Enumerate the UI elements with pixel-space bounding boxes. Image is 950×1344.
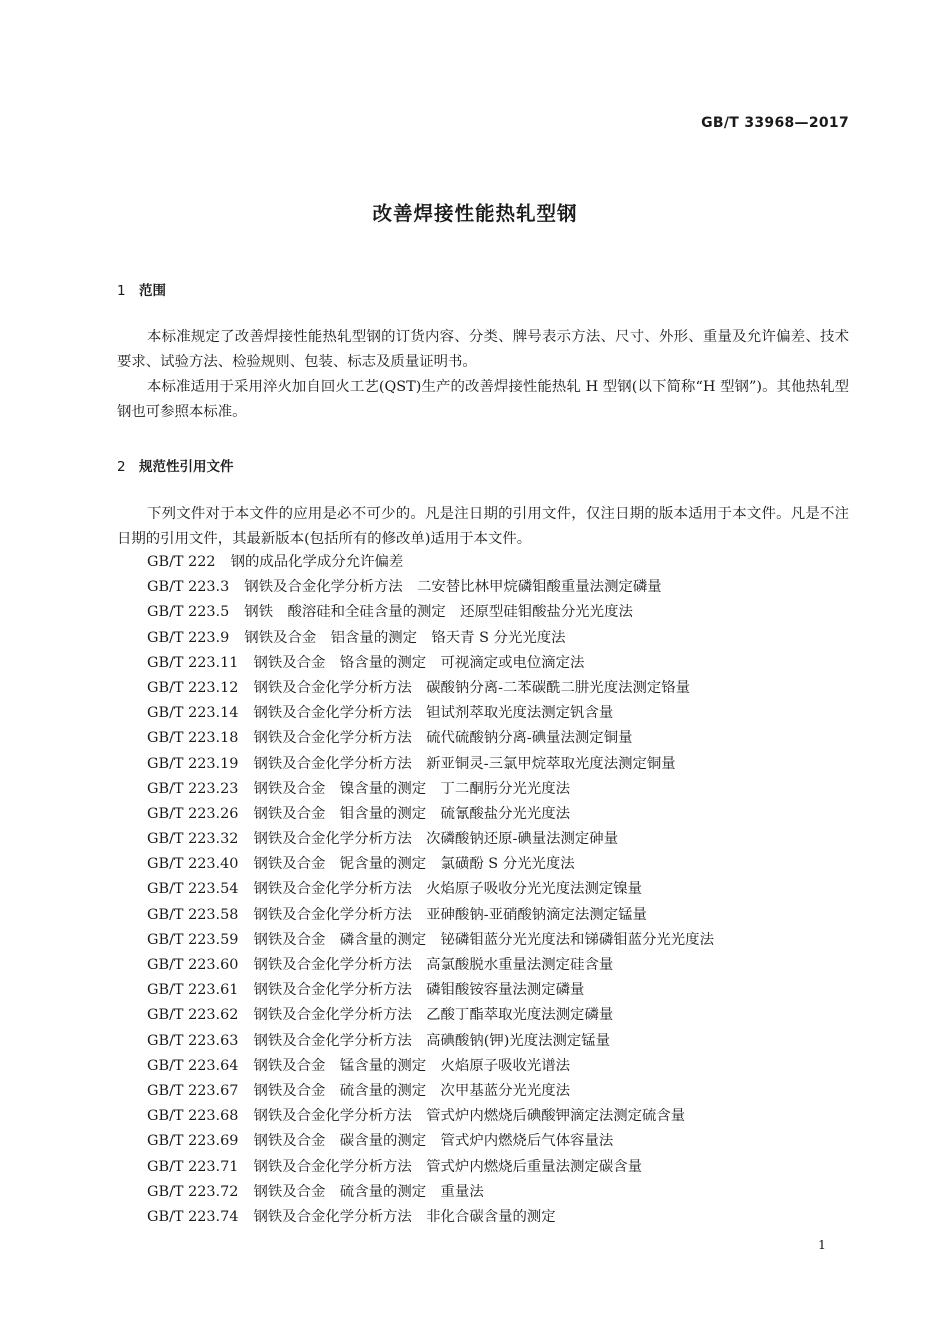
reference-title: 钢铁及合金 铌含量的测定 氯磺酚 S 分光光度法	[253, 856, 575, 873]
section-1-paragraph-1: 本标准规定了改善焊接性能热轧型钢的订货内容、分类、牌号表示方法、尺寸、外形、重量及允许偏差、技术要求、试验方法、检验规则、包装、标志及质量证明书。	[117, 329, 849, 370]
reference-item	[147, 1104, 714, 1129]
reference-item	[147, 752, 714, 777]
reference-code: GB/T 223.64	[147, 1057, 239, 1074]
reference-title: 钢铁及合金 硫含量的测定 次甲基蓝分光光度法	[253, 1082, 571, 1099]
reference-code: GB/T 223.23	[147, 780, 239, 797]
reference-code: GB/T 223.9	[147, 629, 230, 646]
reference-code: GB/T 223.40	[147, 856, 239, 873]
reference-item	[147, 701, 714, 726]
reference-code: GB/T 222	[147, 554, 216, 570]
reference-title: 钢铁及合金化学分析方法 次磷酸钠还原-碘量法测定砷量	[253, 831, 619, 848]
reference-title: 钢铁及合金化学分析方法 高碘酸钠(钾)光度法测定锰量	[253, 1032, 611, 1049]
reference-code: GB/T 223.60	[147, 957, 239, 973]
reference-title: 钢铁及合金 铝含量的测定 铬天青 S 分光光度法	[244, 629, 566, 646]
reference-code: GB/T 223.12	[147, 679, 239, 696]
reference-item	[147, 953, 714, 978]
reference-code: GB/T 223.19	[147, 755, 239, 772]
reference-item	[147, 978, 714, 1003]
reference-title: 钢铁及合金 碳含量的测定 管式炉内燃烧后气体容量法	[253, 1133, 614, 1150]
reference-title: 钢铁及合金化学分析方法 非化合碳含量的测定	[253, 1208, 556, 1225]
reference-item	[147, 575, 714, 600]
reference-item	[147, 1054, 714, 1079]
reference-item	[147, 550, 714, 575]
reference-item	[147, 903, 714, 928]
reference-title: 钢铁及合金化学分析方法 碳酸钠分离-二苯碳酰二肼光度法测定铬量	[253, 679, 691, 696]
section-2-heading	[117, 455, 234, 475]
reference-item	[147, 626, 714, 651]
reference-item	[147, 827, 714, 852]
section-2-intro: 下列文件对于本文件的应用是必不可少的。凡是注日期的引用文件，仅注日期的版本适用于本文件。凡是不注日期的引用文件，其最新版本(包括所有的修改单)适用于本文件。	[117, 506, 849, 547]
section-1-paragraph-2: 本标准适用于采用淬火加自回火工艺(QST)生产的改善焊接性能热轧 H 型钢(以下简称“H 型钢”)。其他热轧型钢也可参照本标准。	[117, 379, 849, 420]
reference-title: 钢铁及合金化学分析方法 乙酸丁酯萃取光度法测定磷量	[253, 1007, 614, 1024]
reference-title: 钢铁及合金 镍含量的测定 丁二酮肟分光光度法	[253, 780, 571, 797]
reference-code: GB/T 223.63	[147, 1032, 239, 1049]
document-title: 改善焊接性能热轧型钢	[372, 202, 578, 225]
reference-code: GB/T 223.61	[147, 982, 239, 999]
reference-item	[147, 600, 714, 625]
reference-title: 钢铁及合金化学分析方法 新亚铜灵-三氯甲烷萃取光度法测定铜量	[253, 755, 676, 772]
reference-code: GB/T 223.14	[147, 705, 239, 722]
reference-item	[147, 777, 714, 802]
reference-code: GB/T 223.68	[147, 1108, 239, 1125]
reference-item	[147, 1129, 714, 1154]
reference-title: 钢铁及合金 铬含量的测定 可视滴定或电位滴定法	[253, 654, 585, 671]
reference-item	[147, 877, 714, 902]
reference-item	[147, 1205, 714, 1230]
reference-title: 钢铁及合金化学分析方法 磷钼酸铵容量法测定磷量	[253, 982, 585, 999]
reference-code: GB/T 223.11	[147, 654, 239, 671]
section-1-number: 1	[117, 283, 126, 299]
reference-title: 钢铁及合金化学分析方法 二安替比林甲烷磷钼酸重量法测定磷量	[244, 579, 662, 596]
reference-code: GB/T 223.67	[147, 1082, 239, 1099]
reference-item	[147, 1180, 714, 1205]
reference-title: 钢铁及合金化学分析方法 管式炉内燃烧后重量法测定碳含量	[253, 1158, 643, 1175]
reference-code: GB/T 223.62	[147, 1007, 239, 1024]
section-1-title: 范围	[139, 283, 166, 299]
reference-title: 钢铁 酸溶硅和全硅含量的测定 还原型硅钼酸盐分光光度法	[244, 604, 633, 621]
reference-title: 钢铁及合金化学分析方法 钽试剂萃取光度法测定钒含量	[253, 705, 614, 722]
reference-code: GB/T 223.32	[147, 831, 239, 848]
reference-item	[147, 1029, 714, 1054]
reference-code: GB/T 223.26	[147, 805, 239, 822]
reference-item	[147, 1155, 714, 1180]
section-1-heading	[117, 279, 166, 299]
reference-code: GB/T 223.74	[147, 1208, 239, 1225]
reference-code: GB/T 223.18	[147, 730, 239, 747]
reference-code: GB/T 223.3	[147, 579, 230, 596]
standard-code: GB/T 33968—2017	[701, 115, 849, 131]
reference-title: 钢铁及合金 锰含量的测定 火焰原子吸收光谱法	[253, 1057, 571, 1074]
reference-item	[147, 802, 714, 827]
reference-code: GB/T 223.5	[147, 604, 230, 621]
reference-code: GB/T 223.72	[147, 1183, 239, 1200]
reference-title: 钢铁及合金 硫含量的测定 重量法	[253, 1183, 484, 1200]
reference-code: GB/T 223.54	[147, 881, 239, 898]
reference-list	[147, 550, 714, 1230]
reference-title: 钢铁及合金化学分析方法 硫代硫酸钠分离-碘量法测定铜量	[253, 730, 633, 747]
reference-item	[147, 1003, 714, 1028]
reference-title: 钢铁及合金化学分析方法 高氯酸脱水重量法测定硅含量	[253, 957, 614, 973]
reference-code: GB/T 223.58	[147, 906, 239, 923]
reference-item	[147, 676, 714, 701]
reference-code: GB/T 223.71	[147, 1158, 239, 1175]
reference-code: GB/T 223.69	[147, 1133, 239, 1150]
reference-item	[147, 928, 714, 953]
section-2-title: 规范性引用文件	[139, 459, 234, 475]
reference-code: GB/T 223.59	[147, 931, 239, 948]
reference-title: 钢的成品化学成分允许偏差	[230, 554, 404, 570]
reference-title: 钢铁及合金化学分析方法 亚砷酸钠-亚硝酸钠滴定法测定锰量	[253, 906, 647, 923]
reference-title: 钢铁及合金 钼含量的测定 硫氰酸盐分光光度法	[253, 805, 571, 822]
reference-item	[147, 726, 714, 751]
reference-item	[147, 651, 714, 676]
reference-title: 钢铁及合金 磷含量的测定 铋磷钼蓝分光光度法和锑磷钼蓝分光光度法	[253, 931, 714, 948]
page-number: 1	[818, 1237, 826, 1252]
reference-title: 钢铁及合金化学分析方法 管式炉内燃烧后碘酸钾滴定法测定硫含量	[253, 1108, 686, 1125]
reference-item	[147, 1079, 714, 1104]
reference-item	[147, 852, 714, 877]
section-2-number: 2	[117, 459, 126, 475]
reference-title: 钢铁及合金化学分析方法 火焰原子吸收分光光度法测定镍量	[253, 881, 643, 898]
